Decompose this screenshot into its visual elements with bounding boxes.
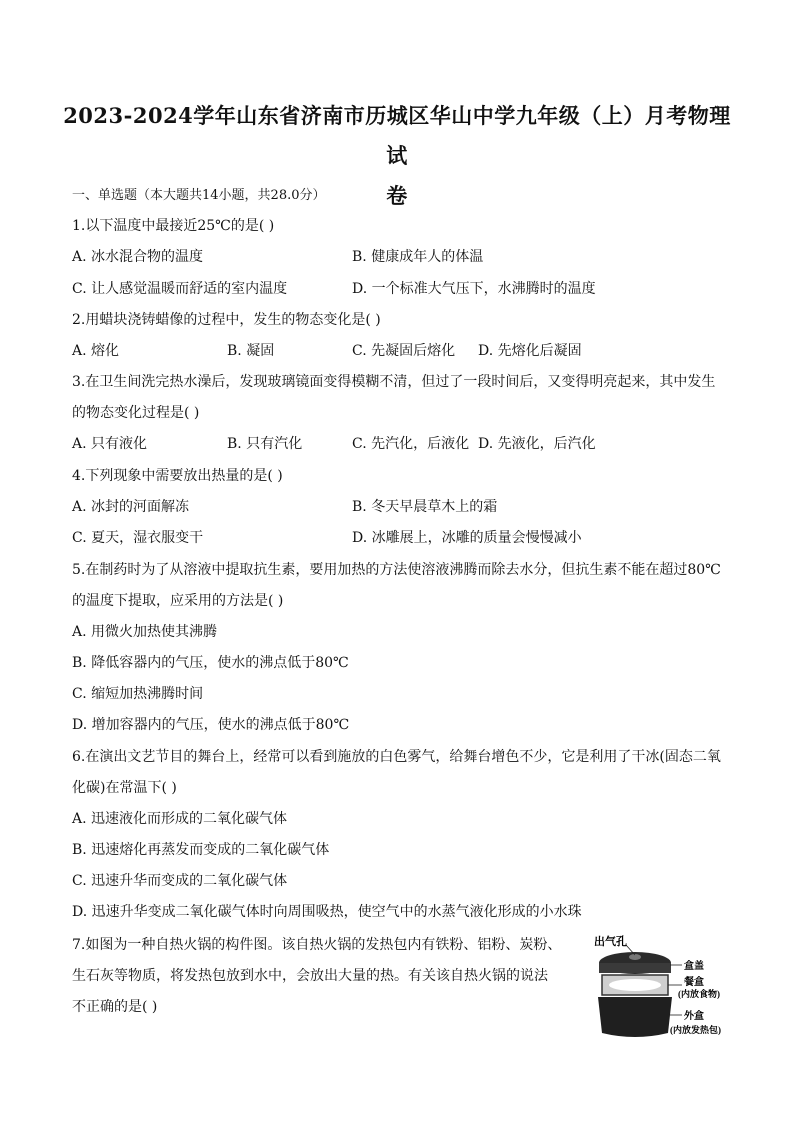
lid-rim xyxy=(599,963,671,973)
q4-stem: 4.下列现象中需要放出热量的是( ) xyxy=(72,468,283,484)
q2-option-c: C. 先凝固后熔化 xyxy=(352,343,456,359)
q4-option-c: C. 夏天，湿衣服变干 xyxy=(72,530,204,546)
q4-option-d: D. 冰雕展上，冰雕的质量会慢慢减小 xyxy=(352,530,582,546)
q1-option-d: D. 一个标准大气压下，水沸腾时的温度 xyxy=(352,281,596,297)
q6-option-b: B. 迅速熔化再蒸发而变成的二氧化碳气体 xyxy=(72,842,330,858)
q7-stem-line-3: 不正确的是( ) xyxy=(72,999,158,1015)
q5-option-d: D. 增加容器内的气压，使水的沸点低于80℃ xyxy=(72,717,350,733)
q6-stem-line-2: 化碳)在常温下( ) xyxy=(72,780,177,796)
q4-option-b: B. 冬天早晨草木上的霜 xyxy=(352,499,498,515)
q3-option-c: C. 先汽化，后液化 xyxy=(352,436,470,452)
q3-stem-line-1: 3.在卫生间洗完热水澡后，发现玻璃镜面变得模糊不清，但过了一段时间后，又变得明亮起来，其中发生 xyxy=(72,374,716,390)
section-heading: 一、单选题（本大题共14小题，共28.0分） xyxy=(72,188,326,203)
hotpot-diagram xyxy=(590,935,730,1045)
q1-option-a: A. 冰水混合物的温度 xyxy=(72,249,204,265)
q5-stem-line-2: 的温度下提取，应采用的方法是( ) xyxy=(72,593,284,609)
label-outer: 外盒 xyxy=(684,1011,704,1022)
tray-food xyxy=(609,979,661,991)
q3-option-b: B. 只有汽化 xyxy=(227,436,303,452)
q6-option-a: A. 迅速液化而形成的二氧化碳气体 xyxy=(72,811,288,827)
q7-stem-line-2: 生石灰等物质，将发热包放到水中，会放出大量的热。有关该自热火锅的说法 xyxy=(72,968,548,984)
q3-option-a: A. 只有液化 xyxy=(72,436,148,452)
q6-option-c: C. 迅速升华而变成的二氧化碳气体 xyxy=(72,873,288,889)
label-tray-note: (内放食物) xyxy=(678,989,720,999)
q6-option-d: D. 迅速升华变成二氧化碳气体时向周围吸热，使空气中的水蒸气液化形成的小水珠 xyxy=(72,904,582,920)
title-line-1: 2023-2024学年山东省济南市历城区华山中学九年级（上）月考物理试 xyxy=(63,103,731,168)
q2-stem: 2.用蜡块浇铸蜡像的过程中，发生的物态变化是( ) xyxy=(72,312,381,328)
q2-option-b: B. 凝固 xyxy=(227,343,275,359)
outer-box-shape xyxy=(598,997,672,1037)
q1-option-b: B. 健康成年人的体温 xyxy=(352,249,484,265)
q2-option-d: D. 先熔化后凝固 xyxy=(478,343,582,359)
label-lid: 盒盖 xyxy=(684,961,704,972)
q5-option-c: C. 缩短加热沸腾时间 xyxy=(72,686,204,702)
q5-stem-line-1: 5.在制药时为了从溶液中提取抗生素，要用加热的方法使溶液沸腾而除去水分，但抗生素不能在超过80℃ xyxy=(72,562,721,578)
label-vent-hole: 出气孔 xyxy=(594,936,627,948)
label-tray: 餐盒 xyxy=(684,977,704,988)
q6-stem-line-1: 6.在演出文艺节目的舞台上，经常可以看到施放的白色雾气，给舞台增色不少，它是利用了干冰(固态二氧 xyxy=(72,749,721,765)
q5-option-b: B. 降低容器内的气压，使水的沸点低于80℃ xyxy=(72,655,349,671)
q3-option-d: D. 先液化，后汽化 xyxy=(478,436,596,452)
q1-stem: 1.以下温度中最接近25℃的是( ) xyxy=(72,218,275,234)
q5-option-a: A. 用微火加热使其沸腾 xyxy=(72,624,218,640)
q2-option-a: A. 熔化 xyxy=(72,343,120,359)
q1-option-c: C. 让人感觉温暖而舒适的室内温度 xyxy=(72,281,288,297)
q3-stem-line-2: 的物态变化过程是( ) xyxy=(72,405,200,421)
title-line-2: 卷 xyxy=(386,183,408,208)
q4-option-a: A. 冰封的河面解冻 xyxy=(72,499,190,515)
q7-stem-line-1: 7.如图为一种自热火锅的构件图。该自热火锅的发热包内有铁粉、铝粉、炭粉、 xyxy=(72,937,562,953)
label-outer-note: (内放发热包) xyxy=(670,1025,721,1035)
